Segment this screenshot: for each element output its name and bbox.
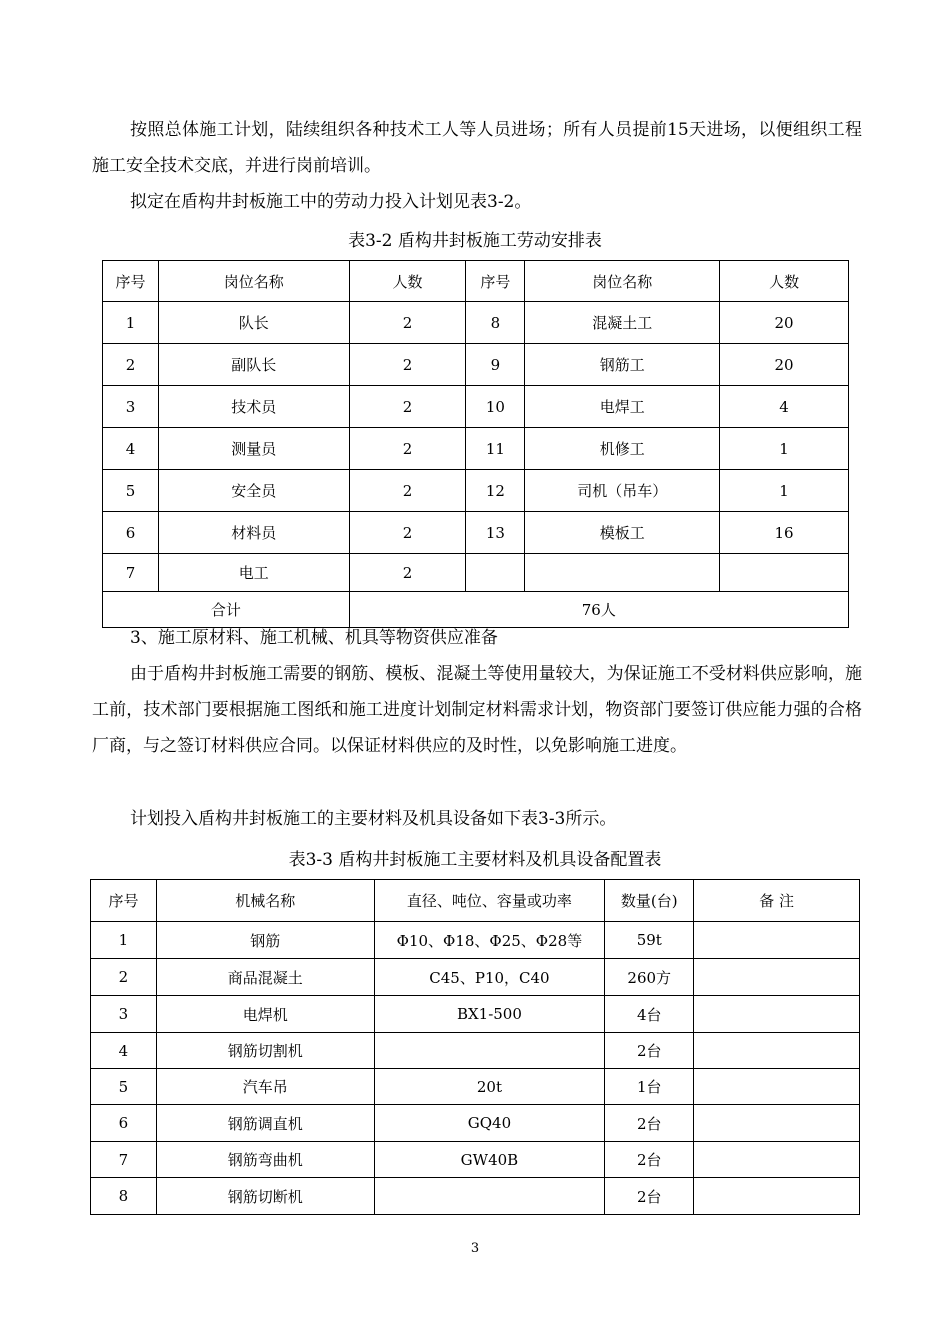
table-cell: GW40B — [374, 1142, 605, 1178]
table-cell: 7 — [91, 1142, 157, 1178]
table-cell — [720, 554, 849, 592]
table-row — [91, 1105, 860, 1142]
table-row — [103, 302, 849, 344]
table-cell — [694, 959, 860, 996]
table-row — [103, 554, 849, 592]
table-3-3-caption: 表3-3 盾构井封板施工主要材料及机具设备配置表 — [288, 850, 662, 870]
table-cell: BX1-500 — [374, 996, 605, 1033]
table-cell: 1 — [720, 470, 849, 512]
table-cell: 2 — [349, 386, 466, 428]
table-cell — [694, 922, 860, 959]
table-row — [91, 1033, 860, 1069]
header-cell: 备 注 — [694, 880, 860, 922]
table-cell: 钢筋 — [156, 922, 374, 959]
table-cell: 3 — [103, 386, 159, 428]
table-cell: Φ10、Φ18、Φ25、Φ28等 — [374, 922, 605, 959]
header-cell: 人数 — [349, 261, 466, 302]
table-cell: 钢筋工 — [525, 344, 720, 386]
table-cell: 商品混凝土 — [156, 959, 374, 996]
table-cell: 4 — [103, 428, 159, 470]
paragraph-labor-plan-ref: 拟定在盾构井封板施工中的劳动力投入计划见表3-2。 — [130, 192, 532, 212]
table-cell: C45、P10，C40 — [374, 959, 605, 996]
table-cell: 8 — [91, 1178, 157, 1215]
header-cell: 直径、吨位、容量或功率 — [374, 880, 605, 922]
table-cell: 2台 — [605, 1142, 694, 1178]
header-cell: 岗位名称 — [158, 261, 349, 302]
table-cell: 1 — [103, 302, 159, 344]
table-cell: 5 — [91, 1069, 157, 1105]
table-cell: 7 — [103, 554, 159, 592]
table-cell: 2 — [103, 344, 159, 386]
table-cell: 6 — [103, 512, 159, 554]
table-cell: 副队长 — [158, 344, 349, 386]
table-cell: 机修工 — [525, 428, 720, 470]
paragraph-material-supply: 由于盾构井封板施工需要的钢筋、模板、混凝土等使用量较大，为保证施工不受材料供应影响，施工前，技术部门要根据施工图纸和施工进度计划制定材料需求计划，物资部门要签订供应能力强的合格厂商，与之签订材料供应合同。以保证材料供应的及时性，以免影响施工进度。 — [92, 664, 862, 756]
table-row — [103, 470, 849, 512]
table-cell — [694, 1033, 860, 1069]
table-cell — [694, 1105, 860, 1142]
header-cell: 序号 — [466, 261, 525, 302]
table-cell: 电焊机 — [156, 996, 374, 1033]
table-cell: 16 — [720, 512, 849, 554]
table-row — [91, 1178, 860, 1215]
table-cell: 钢筋调直机 — [156, 1105, 374, 1142]
table-cell: 2 — [349, 554, 466, 592]
table-cell: 13 — [466, 512, 525, 554]
table-cell: 20t — [374, 1069, 605, 1105]
table-3-2-caption: 表3-2 盾构井封板施工劳动安排表 — [348, 231, 602, 251]
header-cell: 人数 — [720, 261, 849, 302]
table-row — [103, 512, 849, 554]
table-cell — [694, 1178, 860, 1215]
table-cell: 11 — [466, 428, 525, 470]
table-cell — [374, 1033, 605, 1069]
paragraph-personnel-entry: 按照总体施工计划，陆续组织各种技术工人等人员进场；所有人员提前15天进场，以便组织工程施工安全技术交底，并进行岗前培训。 — [92, 120, 862, 176]
table-row — [91, 922, 860, 959]
table-cell: 4台 — [605, 996, 694, 1033]
table-cell: 队长 — [158, 302, 349, 344]
table-cell — [466, 554, 525, 592]
table-cell: 电焊工 — [525, 386, 720, 428]
table-row — [91, 959, 860, 996]
table-cell: 5 — [103, 470, 159, 512]
total-value: 76人 — [349, 592, 848, 628]
header-cell: 岗位名称 — [525, 261, 720, 302]
table-cell: 4 — [720, 386, 849, 428]
table-cell: 6 — [91, 1105, 157, 1142]
table-header-row — [103, 261, 849, 302]
header-cell: 序号 — [103, 261, 159, 302]
table-cell: 司机（吊车） — [525, 470, 720, 512]
table-cell: 2 — [349, 428, 466, 470]
table-cell: 模板工 — [525, 512, 720, 554]
table-row — [91, 1069, 860, 1105]
table-cell: 1 — [91, 922, 157, 959]
table-cell: 安全员 — [158, 470, 349, 512]
header-cell: 序号 — [91, 880, 157, 922]
table-cell: 10 — [466, 386, 525, 428]
table-cell — [694, 1069, 860, 1105]
table-cell: 2 — [349, 512, 466, 554]
table-row — [91, 996, 860, 1033]
table-cell: 59t — [605, 922, 694, 959]
table-cell: 2 — [349, 470, 466, 512]
table-cell: 12 — [466, 470, 525, 512]
table-cell: 20 — [720, 344, 849, 386]
table-cell: 20 — [720, 302, 849, 344]
equipment-table — [90, 879, 860, 1215]
table-cell: 钢筋切断机 — [156, 1178, 374, 1215]
table-cell — [374, 1178, 605, 1215]
table-row — [91, 1142, 860, 1178]
table-cell: 4 — [91, 1033, 157, 1069]
table-row — [103, 344, 849, 386]
table-cell: 2台 — [605, 1178, 694, 1215]
table-cell: 2 — [91, 959, 157, 996]
header-cell: 数量(台) — [605, 880, 694, 922]
table-cell — [694, 1142, 860, 1178]
table-row — [103, 428, 849, 470]
table-cell: 汽车吊 — [156, 1069, 374, 1105]
table-cell — [525, 554, 720, 592]
table-cell: 8 — [466, 302, 525, 344]
page-number: 3 — [470, 1241, 480, 1256]
total-label: 合计 — [103, 592, 350, 628]
table-cell: 2 — [349, 302, 466, 344]
table-row — [103, 386, 849, 428]
table-header-row — [91, 880, 860, 922]
labor-table — [102, 260, 849, 628]
paragraph-equipment-ref: 计划投入盾构井封板施工的主要材料及机具设备如下表3-3所示。 — [130, 809, 617, 829]
table-cell: 3 — [91, 996, 157, 1033]
section-3-heading: 3、施工原材料、施工机械、机具等物资供应准备 — [130, 628, 498, 648]
table-cell: 2 — [349, 344, 466, 386]
table-cell: 2台 — [605, 1033, 694, 1069]
table-cell: 技术员 — [158, 386, 349, 428]
table-cell: 9 — [466, 344, 525, 386]
table-cell: 材料员 — [158, 512, 349, 554]
table-cell — [694, 996, 860, 1033]
table-cell: 1台 — [605, 1069, 694, 1105]
table-cell: 测量员 — [158, 428, 349, 470]
table-cell: 混凝土工 — [525, 302, 720, 344]
table-cell: 电工 — [158, 554, 349, 592]
table-cell: 260方 — [605, 959, 694, 996]
table-cell: 钢筋弯曲机 — [156, 1142, 374, 1178]
table-cell: 2台 — [605, 1105, 694, 1142]
table-cell: 钢筋切割机 — [156, 1033, 374, 1069]
header-cell: 机械名称 — [156, 880, 374, 922]
table-cell: 1 — [720, 428, 849, 470]
table-cell: GQ40 — [374, 1105, 605, 1142]
